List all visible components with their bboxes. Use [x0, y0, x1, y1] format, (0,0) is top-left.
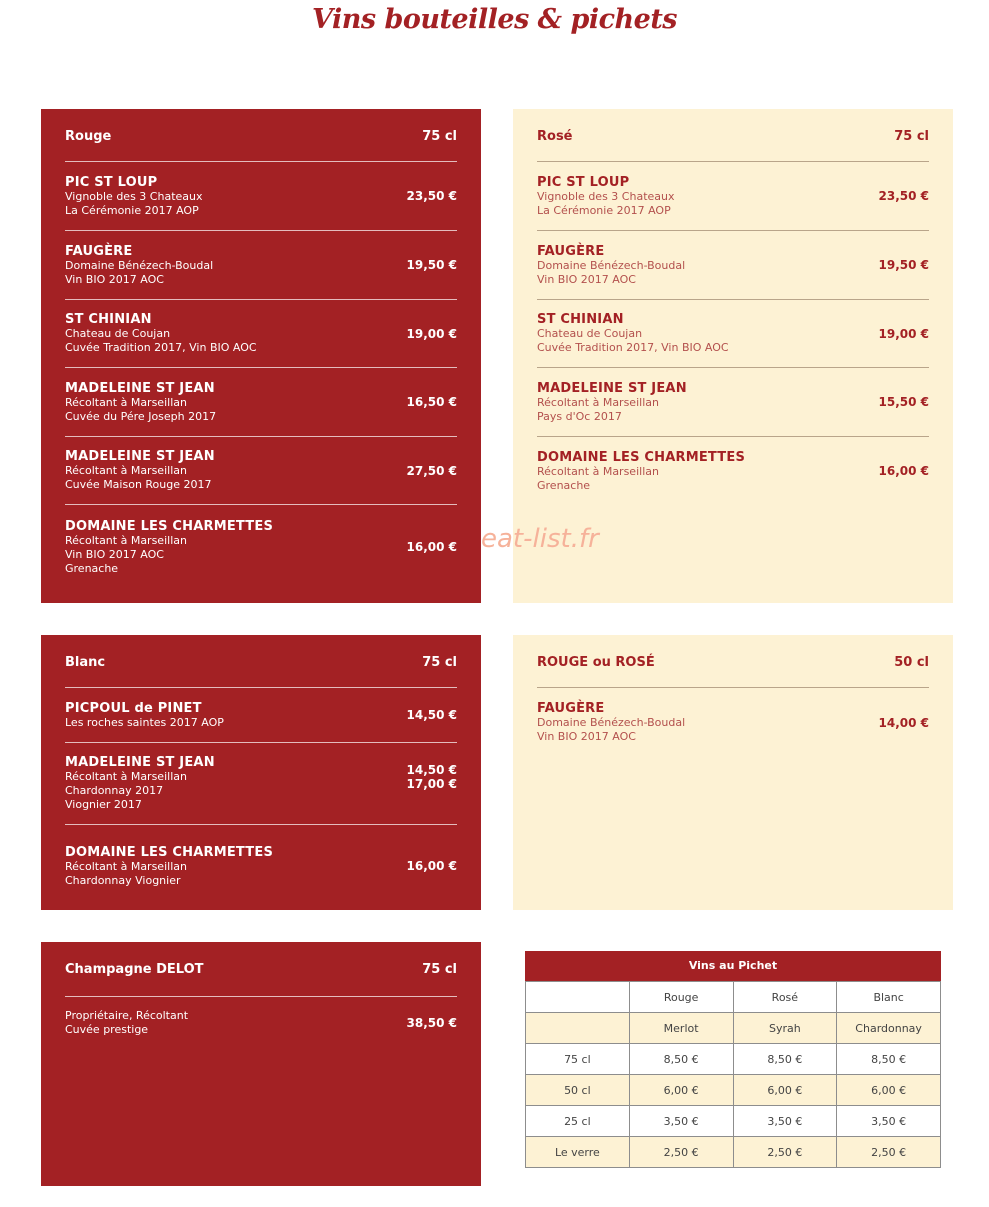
wine-price: 14,50 €	[406, 708, 457, 722]
blanc-header-label: Blanc	[65, 655, 106, 670]
wine-desc: Les roches saintes 2017 AOP	[65, 715, 224, 729]
list-item	[65, 996, 457, 1048]
wine-desc: Cuvée Tradition 2017, Vin BIO AOC	[65, 341, 257, 354]
wine-desc: Récoltant à Marseillan	[537, 395, 659, 409]
table-cell: 2,50 €	[629, 1137, 733, 1168]
blanc-header-size: 75 cl	[422, 655, 457, 670]
wine-desc: Chardonnay Viognier	[65, 873, 181, 887]
table-row	[526, 1137, 941, 1168]
wine-desc: Chateau de Coujan	[65, 327, 171, 340]
table-cell: Rouge	[629, 982, 733, 1013]
table-cell: Rosé	[733, 982, 837, 1013]
watermark: eat-list.fr	[481, 524, 599, 554]
rouge-rose-header-size: 50 cl	[894, 655, 929, 670]
list-item	[65, 437, 457, 505]
wine-name: DOMAINE LES CHARMETTES	[65, 518, 274, 534]
wine-desc: Vin BIO 2017 AOC	[537, 730, 636, 743]
rouge-header-size: 75 cl	[422, 129, 457, 144]
table-cell: 3,50 €	[733, 1106, 837, 1137]
pichet-title: Vins au Pichet	[525, 951, 941, 981]
table-cell: 6,00 €	[733, 1075, 837, 1106]
wine-price: 16,00 €	[406, 540, 457, 554]
page-title: Vins bouteilles & pichets	[311, 4, 677, 35]
champagne-header-label: Champagne DELOT	[65, 962, 204, 977]
table-cell: 8,50 €	[837, 1044, 941, 1075]
table-cell: 3,50 €	[837, 1106, 941, 1137]
table-cell	[526, 1013, 630, 1044]
wine-desc: Vignoble des 3 Chateaux	[537, 189, 675, 203]
wine-desc: Grenache	[65, 561, 119, 575]
wine-name: PIC ST LOUP	[65, 174, 158, 190]
list-item	[537, 231, 929, 300]
wine-price-viognier: 17,00 €	[406, 776, 457, 791]
wine-name: MADELEINE ST JEAN	[65, 755, 215, 770]
list-item	[537, 300, 929, 368]
wine-name: MADELEINE ST JEAN	[537, 380, 687, 396]
wine-price: 23,50 €	[878, 189, 929, 203]
rouge-header-label: Rouge	[65, 129, 112, 144]
rouge-header	[65, 109, 457, 162]
blanc-header	[65, 635, 457, 688]
wine-price: 16,00 €	[406, 859, 457, 873]
wine-desc: Vin BIO 2017 AOC	[65, 547, 164, 561]
table-row	[526, 1013, 941, 1044]
rose-header-label: Rosé	[537, 129, 573, 144]
wine-desc: Cuvée Maison Rouge 2017	[65, 478, 212, 491]
table-cell	[526, 982, 630, 1013]
list-item	[537, 437, 929, 505]
table-cell: Merlot	[629, 1013, 733, 1044]
wine-name: DOMAINE LES CHARMETTES	[65, 844, 274, 860]
table-cell: 2,50 €	[733, 1137, 837, 1168]
table-cell: Le verre	[526, 1137, 630, 1168]
wine-desc: Cuvée du Pére Joseph 2017	[65, 409, 217, 423]
wine-desc: Domaine Bénézech-Boudal	[537, 258, 686, 272]
wine-desc: Récoltant à Marseillan	[65, 533, 187, 547]
wine-price: 19,50 €	[406, 258, 457, 272]
wine-name: FAUGÈRE	[537, 243, 605, 259]
wine-desc: Récoltant à Marseillan	[537, 464, 659, 478]
rouge-rose-header	[537, 635, 929, 688]
list-item	[537, 368, 929, 437]
table-cell: 25 cl	[526, 1106, 630, 1137]
list-item	[65, 368, 457, 437]
list-item	[65, 688, 457, 743]
wine-price: 19,00 €	[878, 326, 929, 341]
table-cell: Chardonnay	[837, 1013, 941, 1044]
table-cell: 50 cl	[526, 1075, 630, 1106]
wine-price: 27,50 €	[406, 463, 457, 478]
wine-desc: Domaine Bénézech-Boudal	[537, 716, 686, 729]
wine-desc: Vin BIO 2017 AOC	[537, 272, 636, 286]
blanc-card	[41, 635, 481, 910]
wine-desc: Vin BIO 2017 AOC	[65, 272, 164, 286]
wine-price	[407, 763, 457, 791]
wine-name: PIC ST LOUP	[537, 174, 630, 190]
wine-price: 14,00 €	[878, 715, 929, 730]
table-row	[526, 982, 941, 1013]
wine-desc: Pays d'Oc 2017	[537, 409, 622, 423]
table-cell: 2,50 €	[837, 1137, 941, 1168]
table-cell: 8,50 €	[733, 1044, 837, 1075]
wine-name: ST CHINIAN	[65, 312, 152, 327]
wine-name: FAUGÈRE	[65, 243, 133, 259]
champagne-header-size: 75 cl	[422, 962, 457, 977]
wine-desc: Cuvée Tradition 2017, Vin BIO AOC	[537, 341, 729, 354]
rose-header-size: 75 cl	[894, 129, 929, 144]
table-cell: 8,50 €	[629, 1044, 733, 1075]
wine-price: 15,50 €	[878, 395, 929, 409]
table-row	[526, 1106, 941, 1137]
pichet-grid	[525, 981, 941, 1168]
wine-desc: Récoltant à Marseillan	[65, 770, 187, 783]
wine-name: DOMAINE LES CHARMETTES	[537, 449, 746, 465]
pichet-table	[525, 951, 941, 1168]
wine-desc: Domaine Bénézech-Boudal	[65, 258, 214, 272]
wine-desc: Chateau de Coujan	[537, 327, 643, 340]
table-cell: 3,50 €	[629, 1106, 733, 1137]
table-cell: 75 cl	[526, 1044, 630, 1075]
table-row	[526, 1044, 941, 1075]
wine-desc: Chardonnay 2017	[65, 784, 164, 797]
wine-name: FAUGÈRE	[537, 701, 605, 716]
list-item	[65, 505, 457, 589]
table-cell: Blanc	[837, 982, 941, 1013]
rose-header	[537, 109, 929, 162]
table-cell: 6,00 €	[837, 1075, 941, 1106]
table-row	[526, 1075, 941, 1106]
list-item	[65, 825, 457, 907]
wine-desc: La Cérémonie 2017 AOP	[65, 203, 199, 217]
wine-price: 19,50 €	[878, 258, 929, 272]
list-item	[65, 231, 457, 300]
wine-desc: Récoltant à Marseillan	[65, 395, 187, 409]
list-item	[65, 300, 457, 368]
wine-price: 16,00 €	[878, 464, 929, 478]
wine-price: 38,50 €	[406, 1015, 457, 1030]
wine-name: MADELEINE ST JEAN	[65, 380, 215, 396]
rouge-rose-card	[513, 635, 953, 910]
wine-price: 16,50 €	[406, 395, 457, 409]
list-item	[537, 688, 929, 757]
wine-desc: Vignoble des 3 Chateaux	[65, 189, 203, 203]
table-cell: 6,00 €	[629, 1075, 733, 1106]
champagne-header	[65, 942, 457, 994]
list-item	[65, 162, 457, 231]
rouge-card	[41, 109, 481, 603]
wine-price: 23,50 €	[406, 189, 457, 203]
wine-desc: Récoltant à Marseillan	[65, 859, 187, 873]
wine-desc: Viognier 2017	[65, 798, 142, 811]
table-cell: Syrah	[733, 1013, 837, 1044]
wine-desc: Grenache	[537, 478, 591, 492]
wine-name: PICPOUL de PINET	[65, 700, 202, 716]
list-item	[65, 743, 457, 825]
list-item	[537, 162, 929, 231]
wine-name: ST CHINIAN	[537, 312, 624, 327]
champagne-card	[41, 942, 481, 1186]
rouge-rose-header-label: ROUGE ou ROSÉ	[537, 655, 655, 670]
wine-desc: Propriétaire, Récoltant	[65, 1008, 189, 1022]
wine-desc: Cuvée prestige	[65, 1022, 149, 1036]
wine-price-chardonnay: 14,50 €	[406, 762, 457, 777]
wine-price: 19,00 €	[406, 326, 457, 341]
wine-name: MADELEINE ST JEAN	[65, 449, 215, 464]
wine-desc: Récoltant à Marseillan	[65, 464, 187, 477]
wine-desc: La Cérémonie 2017 AOP	[537, 203, 671, 217]
